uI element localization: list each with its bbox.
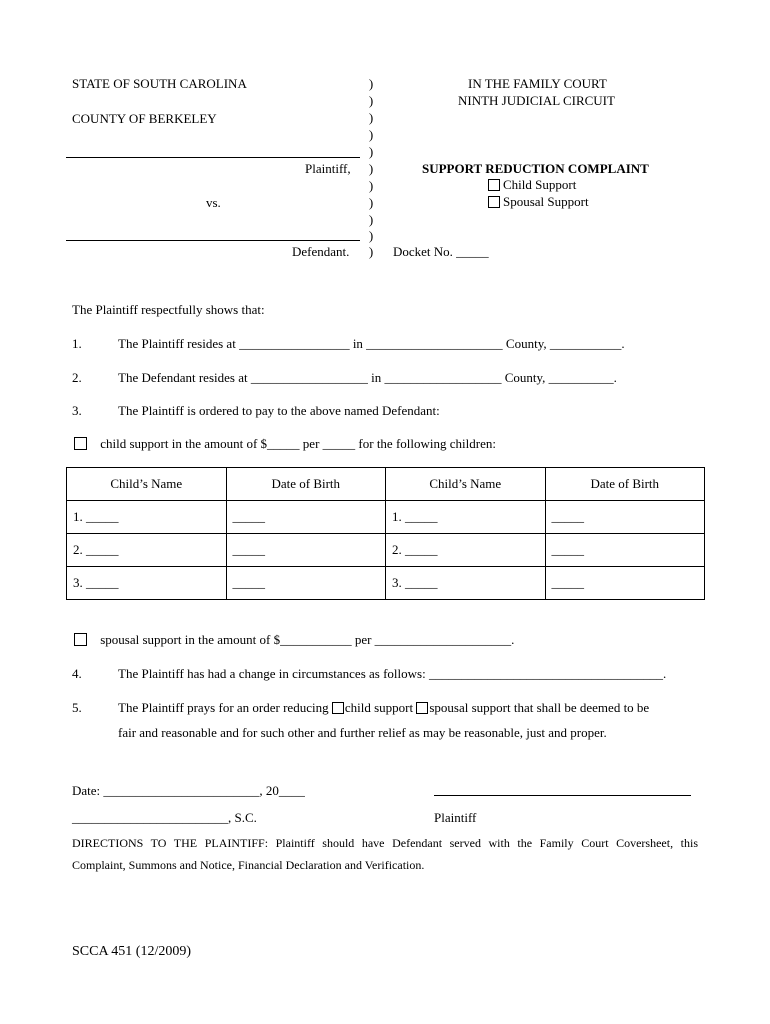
directions-line: DIRECTIONS TO THE PLAINTIFF: Plaintiff should have Defendant served with the Family Court Coversheet, this <box>72 836 698 850</box>
state-name: STATE OF SOUTH CAROLINA <box>72 76 247 91</box>
child-name-cell[interactable]: 3. _____ <box>67 567 227 600</box>
type-option-child-support[interactable] <box>488 177 576 193</box>
item-number: 4. <box>72 666 82 681</box>
column-header: Child’s Name <box>67 468 227 501</box>
column-header: Date of Birth <box>226 468 386 501</box>
child-name-cell[interactable]: 2. _____ <box>67 534 227 567</box>
item-number: 5. <box>72 700 82 715</box>
item-number: 3. <box>72 403 82 418</box>
spousal-support-amount-text: spousal support in the amount of $___________ per _____________________. <box>100 632 515 647</box>
caption-paren: ) <box>368 110 374 125</box>
date-of-birth-cell[interactable]: _____ <box>226 501 386 534</box>
date-of-birth-cell[interactable]: _____ <box>545 567 705 600</box>
defendant-label: Defendant. <box>292 244 350 259</box>
prayer-text: The Plaintiff prays for an order reducing <box>118 700 332 715</box>
children-table <box>66 467 705 600</box>
table-row <box>67 534 705 567</box>
prayer-for-relief-line1 <box>118 700 649 716</box>
item-number: 1. <box>72 336 82 351</box>
spousal-support-amount-row[interactable] <box>74 632 514 648</box>
checkbox-icon[interactable] <box>416 702 428 714</box>
child-name-cell[interactable]: 1. _____ <box>386 501 546 534</box>
city-sc-line[interactable]: ________________________, S.C. <box>72 810 257 825</box>
column-header: Child’s Name <box>386 468 546 501</box>
child-name-cell[interactable]: 2. _____ <box>386 534 546 567</box>
plaintiff-name-line[interactable] <box>66 157 360 158</box>
versus-label: vs. <box>206 195 221 210</box>
child-name-cell[interactable]: 1. _____ <box>67 501 227 534</box>
caption-paren: ) <box>368 127 374 142</box>
intro-text: The Plaintiff respectfully shows that: <box>72 302 265 317</box>
plaintiff-label: Plaintiff, <box>305 161 351 176</box>
docket-number[interactable]: Docket No. _____ <box>393 244 489 259</box>
date-of-birth-cell[interactable]: _____ <box>545 501 705 534</box>
child-name-cell[interactable]: 3. _____ <box>386 567 546 600</box>
date-of-birth-cell[interactable]: _____ <box>545 534 705 567</box>
checkbox-icon[interactable] <box>74 633 87 646</box>
table-header-row <box>67 468 705 501</box>
change-in-circumstances-line[interactable]: The Plaintiff has had a change in circumstances as follows: ____________________________________. <box>118 666 667 681</box>
circuit-name: NINTH JUDICIAL CIRCUIT <box>458 93 615 108</box>
caption-paren: ) <box>368 178 374 193</box>
item-number: 2. <box>72 370 82 385</box>
caption-paren: ) <box>368 93 374 108</box>
child-support-amount-text: child support in the amount of $_____ per _____ for the following children: <box>100 436 496 451</box>
table-row <box>67 501 705 534</box>
caption-paren: ) <box>368 228 374 243</box>
checkbox-icon[interactable] <box>74 437 87 450</box>
defendant-residence-line[interactable]: The Defendant resides at __________________ in __________________ County, __________. <box>118 370 617 385</box>
column-header: Date of Birth <box>545 468 705 501</box>
court-name: IN THE FAMILY COURT <box>468 76 607 91</box>
checkbox-icon[interactable] <box>332 702 344 714</box>
plaintiff-signature-label: Plaintiff <box>434 810 477 825</box>
form-number: SCCA 451 (12/2009) <box>72 944 192 959</box>
date-line[interactable]: Date: ________________________, 20____ <box>72 783 305 798</box>
caption-paren: ) <box>368 161 374 176</box>
checkbox-icon[interactable] <box>488 196 500 208</box>
type-option-label: Child Support <box>503 177 577 192</box>
checkbox-icon[interactable] <box>488 179 500 191</box>
directions-block <box>72 832 698 876</box>
caption-paren: ) <box>368 144 374 159</box>
child-support-amount-row[interactable] <box>74 436 496 452</box>
table-row <box>67 567 705 600</box>
defendant-name-line[interactable] <box>66 240 360 241</box>
caption-paren: ) <box>368 212 374 227</box>
type-option-label: Spousal Support <box>503 194 589 209</box>
directions-line: Complaint, Summons and Notice, Financial Declaration and Verification. <box>72 858 425 872</box>
caption-paren: ) <box>368 244 374 259</box>
plaintiff-signature-line[interactable] <box>434 795 691 796</box>
prayer-option-spousal: spousal support that shall be deemed to be <box>429 700 650 715</box>
form-title: SUPPORT REDUCTION COMPLAINT <box>422 161 649 176</box>
ordered-to-pay-text: The Plaintiff is ordered to pay to the above named Defendant: <box>118 403 440 418</box>
caption-paren: ) <box>368 195 374 210</box>
prayer-for-relief-line2: fair and reasonable and for such other and further relief as may be reasonable, just and proper. <box>118 725 607 740</box>
plaintiff-residence-line[interactable]: The Plaintiff resides at _________________ in _____________________ County, ___________. <box>118 336 625 351</box>
county-name: COUNTY OF BERKELEY <box>72 111 217 126</box>
type-option-spousal-support[interactable] <box>488 194 589 210</box>
date-of-birth-cell[interactable]: _____ <box>226 567 386 600</box>
caption-paren: ) <box>368 76 374 91</box>
date-of-birth-cell[interactable]: _____ <box>226 534 386 567</box>
prayer-option-child: child support <box>344 700 417 715</box>
